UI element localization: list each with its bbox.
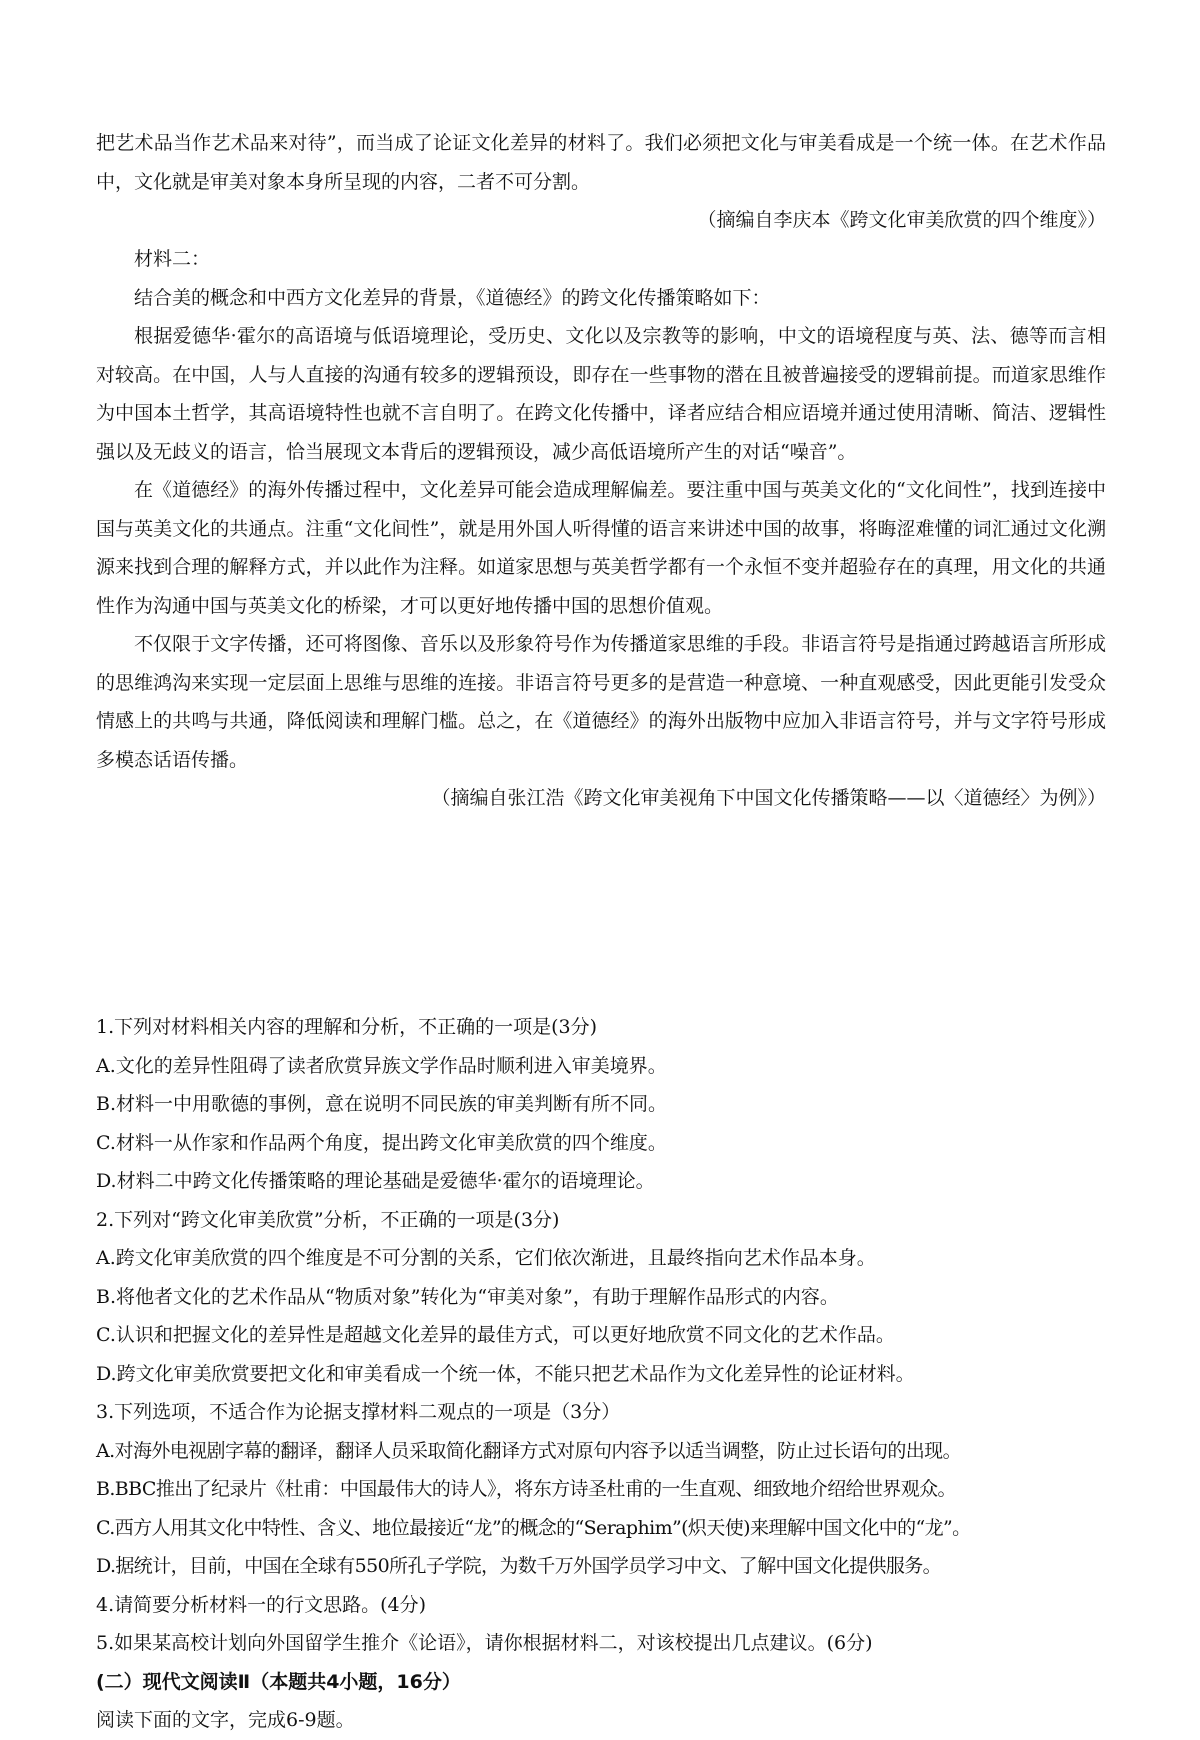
question-3-option-c: C.西方人用其文化中特性、含义、地位最接近“龙”的概念的“Seraphim”(炽天使)来理解中国文化中的“龙”。 — [96, 1516, 971, 1539]
question-1-option-b: B.材料一中用歌德的事例，意在说明不同民族的审美判断有所不同。 — [96, 1093, 668, 1115]
material-two-intro: 结合美的概念和中西方文化差异的背景，《道德经》的跨文化传播策略如下： — [134, 286, 771, 309]
section-heading: (二）现代文阅读Ⅱ（本题共4小题，16分） — [96, 1670, 461, 1693]
section-instruction: 阅读下面的文字，完成6-9题。 — [96, 1709, 355, 1731]
question-2-stem: 2.下列对“跨文化审美欣赏”分析，不正确的一项是(3分) — [96, 1208, 560, 1231]
material-one-source: （摘编自李庆本《跨文化审美欣赏的四个维度》） — [697, 209, 1106, 231]
material-two-label: 材料二： — [134, 248, 211, 270]
question-3-option-a: A.对海外电视剧字幕的翻译，翻译人员采取简化翻译方式对原句内容予以适当调整，防止过长语句的出现。 — [96, 1439, 961, 1462]
question-3-option-b: B.BBC推出了纪录片《杜甫：中国最伟大的诗人》，将东方诗圣杜甫的一生直观、细致地介绍给世界观众。 — [96, 1478, 956, 1500]
material-two — [96, 240, 1106, 818]
material-one-ending — [96, 124, 1106, 240]
material-two-paragraph-2: 在《道德经》的海外传播过程中，文化差异可能会造成理解偏差。要注重中国与英美文化的“文化间性”，找到连接中国与英美文化的共通点。注重“文化间性”，就是用外国人听得懂的语言来讲述中国的故事，将晦涩难懂的词汇通过文化溯源来找到合理的解释方式，并以此作为注释。如道家思想与英美哲学都有一个永恒不变并超验存在的真理，用文化的共通性作为沟通中国与英美文化的桥梁，才可以更好地传播中国的思想价值观。 — [96, 479, 1106, 617]
question-1-stem: 1.下列对材料相关内容的理解和分析，不正确的一项是(3分) — [96, 1016, 598, 1038]
material-two-paragraph-3: 不仅限于文字传播，还可将图像、音乐以及形象符号作为传播道家思维的手段。非语言符号是指通过跨越语言所形成的思维鸿沟来实现一定层面上思维与思维的连接。非语言符号更多的是营造一种意境、一种直观感受，因此更能引发受众情感上的共鸣与共通，降低阅读和理解门槛。总之，在《道德经》的海外出版物中应加入非语言符号，并与文字符号形成多模态话语传播。 — [96, 633, 1106, 771]
question-2-option-d: D.跨文化审美欣赏要把文化和审美看成一个统一体，不能只把艺术品作为文化差异性的论证材料。 — [96, 1362, 915, 1385]
question-3-stem: 3.下列选项，不适合作为论据支撑材料二观点的一项是（3分） — [96, 1401, 621, 1423]
question-1-option-a: A.文化的差异性阻碍了读者欣赏异族文学作品时顺利进入审美境界。 — [96, 1054, 667, 1077]
material-two-source: （摘编自张江浩《跨文化审美视角下中国文化传播策略——以〈道德经〉为例》） — [431, 787, 1106, 809]
question-5-stem: 5.如果某高校计划向外国留学生推介《论语》，请你根据材料二，对该校提出几点建议。(6分) — [96, 1632, 873, 1654]
question-1-option-c: C.材料一从作家和作品两个角度，提出跨文化审美欣赏的四个维度。 — [96, 1131, 667, 1154]
question-3-option-d: D.据统计，目前，中国在全球有550所孔子学院，为数千万外国学员学习中文、了解中国文化提供服务。 — [96, 1555, 942, 1577]
question-2-option-b: B.将他者文化的艺术作品从“物质对象”转化为“审美对象”，有助于理解作品形式的内容。 — [96, 1285, 839, 1308]
question-1-option-d: D.材料二中跨文化传播策略的理论基础是爱德华·霍尔的语境理论。 — [96, 1170, 655, 1192]
material-one-last-paragraph: 把艺术品当作艺术品来对待”，而当成了论证文化差异的材料了。我们必须把文化与审美看成是一个统一体。在艺术作品中，文化就是审美对象本身所呈现的内容，二者不可分割。 — [96, 132, 1106, 193]
question-2-option-a: A.跨文化审美欣赏的四个维度是不可分割的关系，它们依次渐进，且最终指向艺术作品本身。 — [96, 1247, 876, 1269]
question-4-stem: 4.请简要分析材料一的行文思路。(4分) — [96, 1593, 427, 1616]
material-two-paragraph-1: 根据爱德华·霍尔的高语境与低语境理论，受历史、文化以及宗教等的影响，中文的语境程度与英、法、德等而言相对较高。在中国，人与人直接的沟通有较多的逻辑预设，即存在一些事物的潜在且被普遍接受的逻辑前提。而道家思维作为中国本土哲学，其高语境特性也就不言自明了。在跨文化传播中，译者应结合相应语境并通过使用清晰、简洁、逻辑性强以及无歧义的语言，恰当展现文本背后的逻辑预设，减少高低语境所产生的对话“噪音”。 — [96, 325, 1106, 463]
questions-list — [96, 1008, 1106, 1740]
question-2-option-c: C.认识和把握文化的差异性是超越文化差异的最佳方式，可以更好地欣赏不同文化的艺术作品。 — [96, 1324, 895, 1346]
